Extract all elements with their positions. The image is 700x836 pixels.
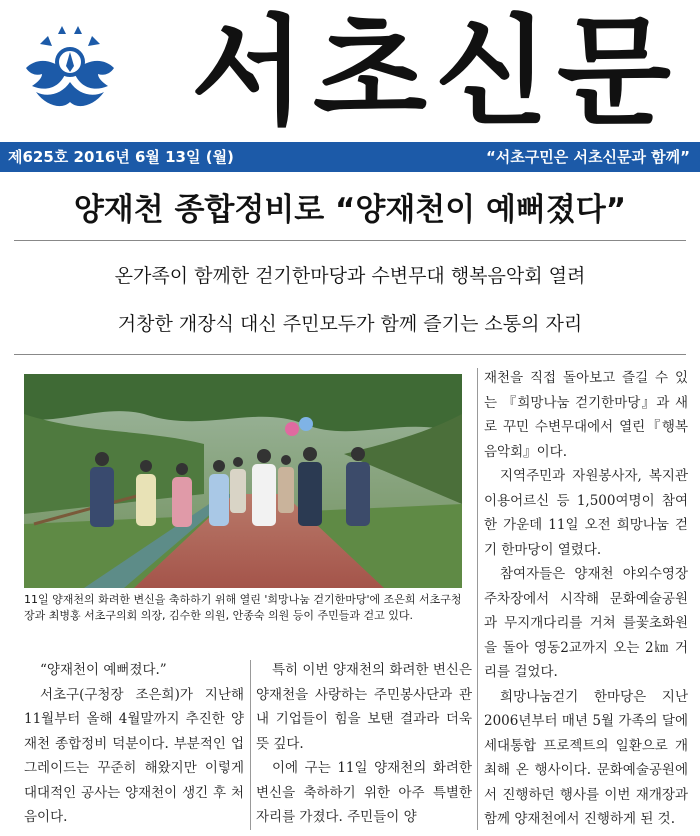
paragraph: 지역주민과 자원봉사자, 복지관 이용어르신 등 1,500여명이 참여한 가운데 11일 오전 희망나눔 걷기 한마당이 열렸다. [484,468,688,558]
seocho-emblem-icon [22,22,118,118]
headline-divider [14,240,686,241]
paragraph: 재천을 직접 돌아보고 즐길 수 있는 『희망나눔 걷기한마당』과 새로 꾸민 수변무대에서 열린『행복음악회』이다. [484,370,688,460]
issue-bar [0,142,700,172]
paragraph: 희망나눔걷기 한마당은 지난 2006년부터 매년 5월 가족의 달에 세대통합 프로젝트의 일환으로 개최해 온 행사이다. 문화예술공원에서 진행하던 행사를 이번 재개장과 함께 양재천에서 진행하게 된 것. [484,688,688,827]
paragraph: 참여자들은 양재천 야외수영장 주차장에서 시작해 문화예술공원과 무지개다리를 거쳐 를꽃초화원을 돌아 영동2교까지 오는 2㎞ 거리를 걸었다. [484,566,688,680]
article-column-3 [484,366,688,832]
newspaper-title: 서초신문 [191,3,679,141]
masthead [0,0,700,142]
slogan: “서초구민은 서초신문과 함께” [485,148,690,166]
column-rule [477,368,478,830]
column-rule [250,660,251,830]
paragraph: 이에 구는 11일 양재천의 화려한 변신을 축하하기 위한 아주 특별한 자리를 가졌다. 주민들이 양 [256,760,472,825]
subheadline-1: 온가족이 함께한 걷기한마당과 수변무대 행복음악회 열려 [114,265,586,287]
article-column-2 [256,658,472,830]
paragraph: 서초구(구청장 조은희)가 지난해 11월부터 올해 4월말까지 추진한 양재천 종합정비 덕분이다. 부분적인 업그레이드는 꾸준히 해왔지만 이렇게 대대적인 공사는 양재천이 생긴 후 처음이다. [24,686,244,825]
article-column-1 [24,658,244,830]
subhead-divider [14,354,686,355]
article-photo [24,374,462,588]
paragraph: 특히 이번 양재천의 화려한 변신은 양재천을 사랑하는 주민봉사단과 관내 기업들이 힘을 보탠 결과라 더욱 뜻 깊다. [256,662,472,752]
subheadline-2: 거창한 개장식 대신 주민모두가 함께 즐기는 소통의 자리 [117,313,583,335]
issue-info: 제625호 2016년 6월 13일 (월) [8,148,234,166]
paragraph: “양재천이 예뻐졌다.” [40,662,167,678]
photo-caption: 11일 양재천의 화려한 변신을 축하하기 위해 열린 '희망나눔 걷기한마당'에 조은희 서초구청장과 최병홍 서초구의회 의장, 김수한 의원, 안종숙 의원 등이 주민들과 걷고 있다. [24,593,462,622]
article-headline: 양재천 종합정비로 “양재천이 예뻐졌다” [73,192,627,228]
